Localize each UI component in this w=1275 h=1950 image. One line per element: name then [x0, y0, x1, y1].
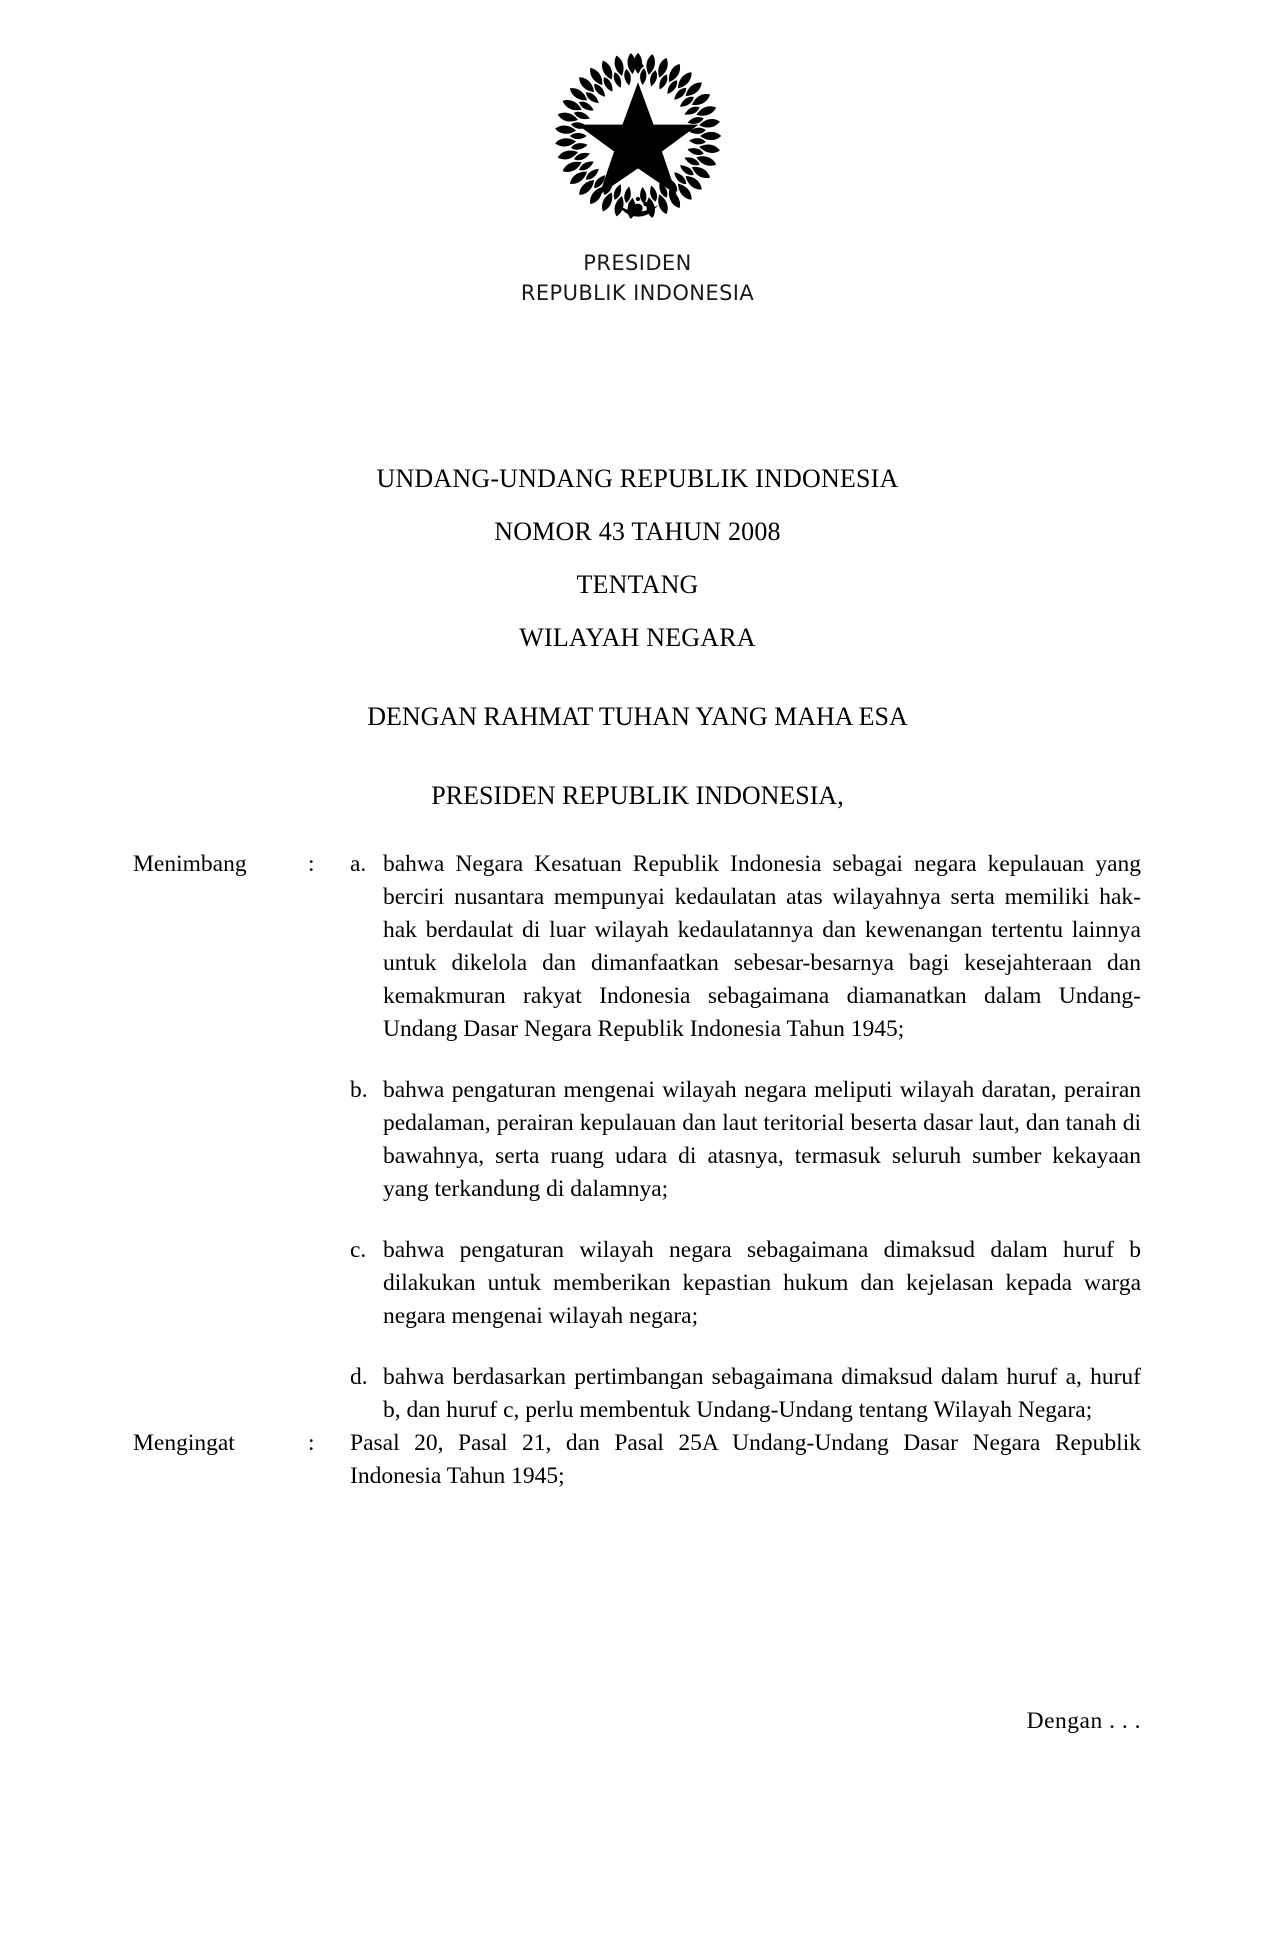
menimbang-label: Menimbang: [133, 851, 247, 877]
mengingat-row: [133, 1427, 1141, 1493]
title-number-year: NOMOR 43 TAHUN 2008: [494, 517, 781, 546]
mengingat-label: Mengingat: [133, 1430, 235, 1456]
invocation-blessing: DENGAN RAHMAT TUHAN YANG MAHA ESA: [367, 702, 908, 731]
item-text-b: bahwa pengaturan mengenai wilayah negara meliputi wilayah daratan, perairan pedalaman, perairan kepulauan dan laut teritorial beserta dasar laut, dan tanah di bawahnya, serta ruang udara di atasnya, termasuk seluruh sumber kekayaan yang terkandung di dalamnya;: [383, 1077, 1141, 1202]
garuda-star-wreath-emblem: [552, 52, 724, 220]
masthead-text: [0, 248, 1275, 308]
item-text-d: bahwa berdasarkan pertimbangan sebagaimana dimaksud dalam huruf a, huruf b, dan huruf c, perlu membentuk Undang-Undang tentang Wilayah Negara;: [383, 1364, 1141, 1423]
masthead-line-1: PRESIDEN: [583, 251, 692, 275]
item-text-c: bahwa pengaturan wilayah negara sebagaimana dimaksud dalam huruf b dilakukan untuk memberikan kepastian hukum dan kejelasan kepada warga negara mengenai wilayah negara;: [383, 1237, 1141, 1329]
list-item: [350, 1074, 1141, 1206]
item-marker-b: b.: [350, 1077, 368, 1103]
masthead-line-2: REPUBLIK INDONESIA: [520, 281, 755, 305]
item-marker-c: c.: [350, 1237, 367, 1263]
mengingat-colon: :: [308, 1430, 315, 1456]
item-marker-d: d.: [350, 1364, 368, 1390]
title-subject: WILAYAH NEGARA: [519, 623, 756, 652]
document-body: [133, 848, 1141, 1493]
document-title-block: [0, 452, 1275, 664]
menimbang-colon: :: [308, 851, 315, 877]
menimbang-items: [350, 848, 1141, 1427]
masthead: [0, 52, 1275, 308]
list-item: [350, 1361, 1141, 1427]
list-item: [350, 1234, 1141, 1333]
list-item: [350, 848, 1141, 1046]
menimbang-row: [133, 848, 1141, 1427]
item-marker-a: a.: [350, 851, 367, 877]
item-text-a: bahwa Negara Kesatuan Republik Indonesia sebagai negara kepulauan yang berciri nusantara mempunyai kedaulatan atas wilayahnya serta memiliki hak-hak berdaulat di luar wilayah kedaulatannya dan kewenangan tertentu lainnya untuk dikelola dan dimanfaatkan sebesar-besarnya bagi kesejahteraan dan kemakmuran rakyat Indonesia sebagaimana diamanatkan dalam Undang-Undang Dasar Negara Republik Indonesia Tahun 1945;: [383, 851, 1141, 1042]
page-catchword: Dengan . . .: [1026, 1708, 1141, 1734]
title-law-type: UNDANG-UNDANG REPUBLIK INDONESIA: [376, 464, 899, 493]
invocation-block: [0, 690, 1275, 822]
mengingat-content: [350, 1427, 1141, 1493]
title-tentang: TENTANG: [576, 570, 699, 599]
mengingat-text: Pasal 20, Pasal 21, dan Pasal 25A Undang-Undang Dasar Negara Republik Indonesia Tahun 1945;: [350, 1430, 1141, 1489]
invocation-authority: PRESIDEN REPUBLIK INDONESIA,: [431, 781, 844, 810]
